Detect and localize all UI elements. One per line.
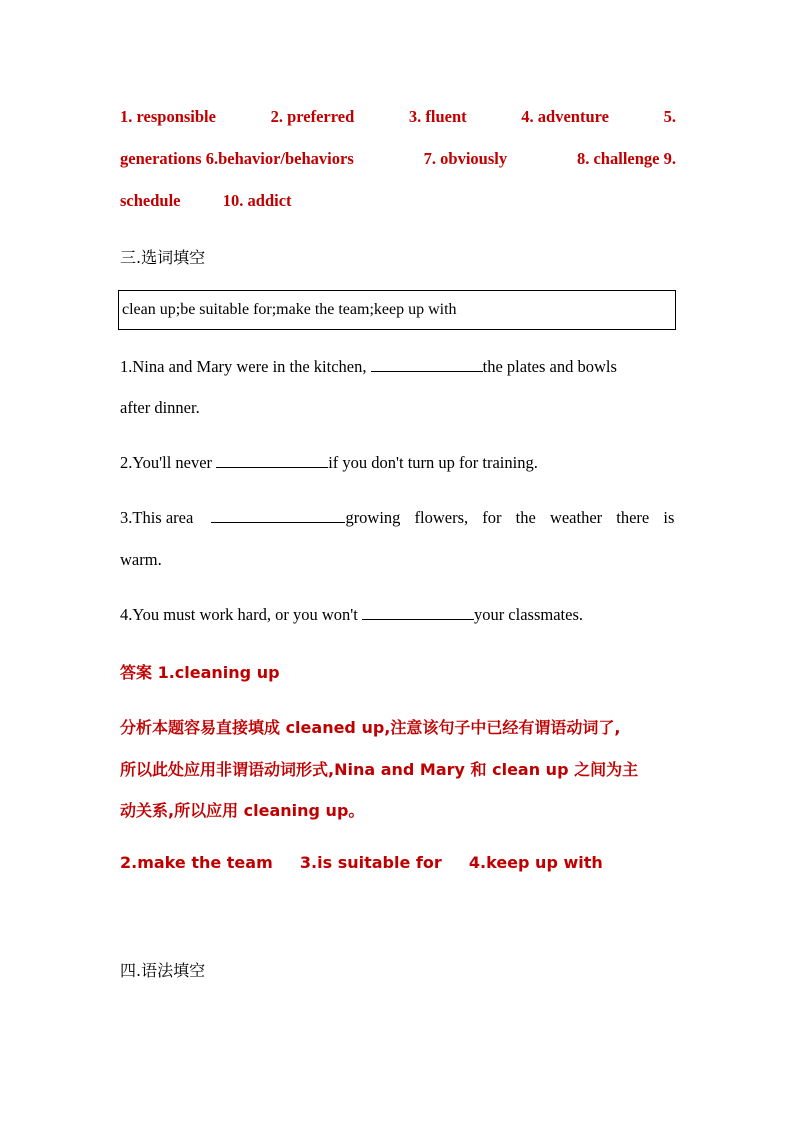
answers-line-3 bbox=[120, 191, 676, 211]
answer-9: schedule bbox=[120, 191, 181, 210]
answer-5-6: generations 6.behavior/behaviors bbox=[120, 149, 354, 168]
question-1-continued: after dinner. bbox=[120, 398, 200, 417]
answers-line-2 bbox=[120, 149, 676, 169]
section-3-heading: 三.选词填空 bbox=[120, 248, 206, 267]
question-1-text-a: 1.Nina and Mary were in the kitchen, bbox=[120, 357, 367, 376]
analysis-line-3: 动关系,所以应用 cleaning up。 bbox=[120, 801, 365, 820]
question-4-text-a: 4.You must work hard, or you won't bbox=[120, 605, 358, 624]
question-3-text-b: growing flowers, for the weather there is bbox=[345, 508, 675, 527]
question-3-continued: warm. bbox=[120, 550, 162, 569]
question-2-blank[interactable] bbox=[216, 453, 328, 468]
question-1 bbox=[120, 357, 676, 377]
question-1-blank[interactable] bbox=[371, 357, 483, 372]
answer-8-9: 8. challenge 9. bbox=[576, 149, 676, 168]
answer-rest-4: 4.keep up with bbox=[468, 853, 603, 872]
question-4-text-b: your classmates. bbox=[473, 605, 583, 624]
answer-4: 4. adventure bbox=[521, 107, 609, 126]
answer-3: 3. fluent bbox=[408, 107, 467, 126]
question-2-text-b: if you don't turn up for training. bbox=[328, 453, 538, 472]
answer-10: 10. addict bbox=[222, 191, 292, 210]
word-box bbox=[118, 290, 676, 330]
answer-2: 2. preferred bbox=[270, 107, 355, 126]
answer-7: 7. obviously bbox=[423, 149, 508, 168]
analysis-line-2: 所以此处应用非谓语动词形式,Nina and Mary 和 clean up 之间为主 bbox=[120, 760, 639, 779]
question-2 bbox=[120, 453, 676, 473]
analysis-line-1: 分析本题容易直接填成 cleaned up,注意该句子中已经有谓语动词了, bbox=[120, 718, 621, 737]
question-3-blank[interactable] bbox=[211, 508, 345, 523]
answer-label: 答案 1.cleaning up bbox=[120, 663, 280, 682]
question-1-text-b: the plates and bowls bbox=[482, 357, 617, 376]
section-4-heading: 四.语法填空 bbox=[120, 961, 206, 980]
question-3-text-a: 3.This area bbox=[120, 508, 194, 527]
answer-1: 1. responsible bbox=[120, 107, 216, 126]
question-2-text-a: 2.You'll never bbox=[120, 453, 213, 472]
answer-rest-2: 2.make the team bbox=[120, 853, 273, 872]
answers-rest bbox=[120, 853, 676, 872]
question-4-blank[interactable] bbox=[362, 605, 474, 620]
answers-line-1 bbox=[120, 107, 676, 127]
answer-5-number: 5. bbox=[663, 107, 676, 126]
word-box-text: clean up;be suitable for;make the team;keep up with bbox=[122, 301, 457, 318]
question-4 bbox=[120, 605, 676, 625]
answer-rest-3: 3.is suitable for bbox=[299, 853, 442, 872]
question-3 bbox=[120, 508, 676, 528]
